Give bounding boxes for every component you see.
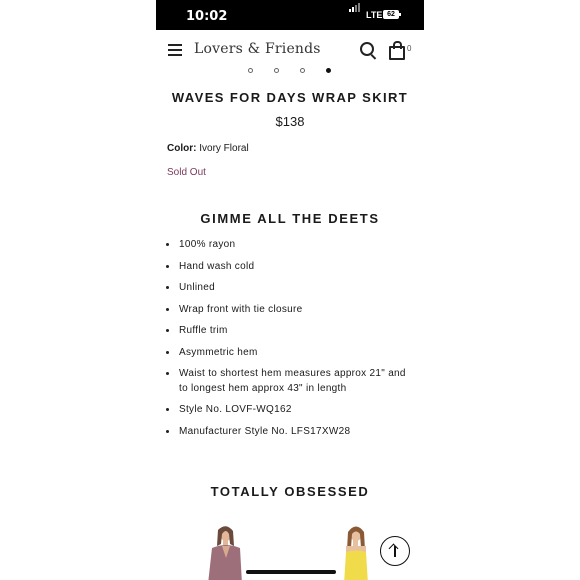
color-value: Ivory Floral xyxy=(199,143,249,154)
carousel-dot[interactable] xyxy=(300,68,305,73)
top-nav xyxy=(156,30,424,66)
color-label: Color: xyxy=(167,143,197,154)
network-type: LTE xyxy=(366,10,383,20)
list-item: Ruffle trim xyxy=(179,323,411,338)
status-bar xyxy=(156,0,424,30)
carousel-dot[interactable] xyxy=(274,68,279,73)
status-time: 10:02 xyxy=(186,9,228,24)
color-row xyxy=(167,143,249,154)
scroll-indicator xyxy=(246,570,336,574)
product-thumbnail-left[interactable] xyxy=(204,524,244,580)
product-price: $138 xyxy=(275,114,305,129)
back-to-top-button[interactable] xyxy=(380,536,410,566)
bag-count: 0 xyxy=(407,44,412,53)
list-item: Waist to shortest hem measures approx 21" and to longest hem approx 43" in length xyxy=(179,366,411,396)
product-title: WAVES FOR DAYS WRAP SKIRT xyxy=(171,90,409,105)
list-item: 100% rayon xyxy=(179,237,411,252)
availability-status: Sold Out xyxy=(167,167,206,178)
search-icon[interactable] xyxy=(360,42,374,56)
product-thumbnail-right[interactable] xyxy=(334,524,378,580)
site-logo[interactable]: Lovers & Friends xyxy=(194,41,321,57)
battery-icon: 62 xyxy=(383,10,399,19)
carousel-dot-active[interactable] xyxy=(326,68,331,73)
list-item: Wrap front with tie closure xyxy=(179,302,411,317)
list-item: Hand wash cold xyxy=(179,259,411,274)
phone-screen xyxy=(156,0,424,580)
details-heading: GIMME ALL THE DEETS xyxy=(200,211,380,226)
list-item: Asymmetric hem xyxy=(179,345,411,360)
list-item: Manufacturer Style No. LFS17XW28 xyxy=(179,424,411,439)
list-item: Style No. LOVF-WQ162 xyxy=(179,402,411,417)
shopping-bag-icon[interactable] xyxy=(389,46,405,60)
recommendations-heading: TOTALLY OBSESSED xyxy=(210,484,370,499)
carousel-dot[interactable] xyxy=(248,68,253,73)
menu-icon[interactable] xyxy=(168,44,182,56)
list-item: Unlined xyxy=(179,280,411,295)
